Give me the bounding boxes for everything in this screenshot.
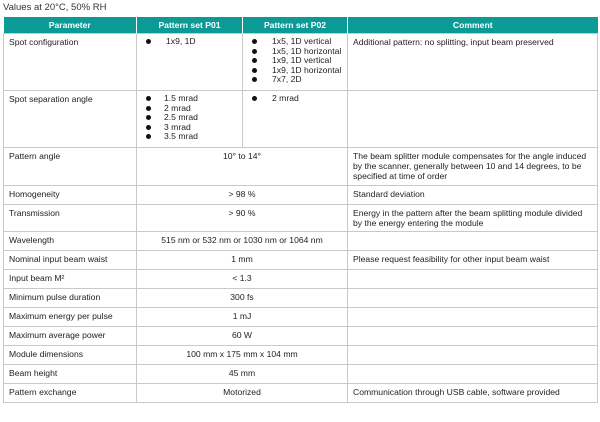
specifications-table bbox=[3, 17, 598, 403]
list-item: 1x5, 1D vertical bbox=[248, 37, 342, 47]
value-cell: 10° to 14° bbox=[137, 148, 348, 186]
row-label: Input beam M² bbox=[4, 270, 137, 289]
row-input-beam-m2 bbox=[4, 270, 598, 289]
table-caption: Values at 20°C, 50% RH bbox=[3, 2, 107, 13]
value-cell: 100 mm x 175 mm x 104 mm bbox=[137, 346, 348, 365]
row-label: Wavelength bbox=[4, 232, 137, 251]
comment-cell bbox=[348, 91, 598, 148]
list-item: 2 mrad bbox=[248, 94, 342, 104]
comment-cell bbox=[348, 232, 598, 251]
list-item: 7x7, 2D bbox=[248, 75, 342, 85]
row-wavelength bbox=[4, 232, 598, 251]
row-label: Minimum pulse duration bbox=[4, 289, 137, 308]
value-cell: 45 mm bbox=[137, 365, 348, 384]
row-maximum-energy-per-pulse bbox=[4, 308, 598, 327]
row-label: Spot configuration bbox=[4, 34, 137, 91]
header-row bbox=[4, 17, 598, 34]
p02-cell bbox=[243, 34, 348, 91]
value-cell: > 98 % bbox=[137, 186, 348, 205]
row-transmission bbox=[4, 205, 598, 232]
value-cell: > 90 % bbox=[137, 205, 348, 232]
row-beam-height bbox=[4, 365, 598, 384]
comment-cell: Standard deviation bbox=[348, 186, 598, 205]
comment-cell bbox=[348, 308, 598, 327]
list-item: 1.5 mrad bbox=[142, 94, 237, 104]
p01-list bbox=[142, 37, 237, 47]
row-spot-configuration bbox=[4, 34, 598, 91]
row-homogeneity bbox=[4, 186, 598, 205]
comment-cell bbox=[348, 346, 598, 365]
header-parameter: Parameter bbox=[4, 17, 137, 34]
row-label: Module dimensions bbox=[4, 346, 137, 365]
list-item: 1x9, 1D horizontal bbox=[248, 66, 342, 76]
row-nominal-input-beam-waist bbox=[4, 251, 598, 270]
row-maximum-average-power bbox=[4, 327, 598, 346]
value-cell: < 1.3 bbox=[137, 270, 348, 289]
p02-cell bbox=[243, 91, 348, 148]
comment-cell bbox=[348, 365, 598, 384]
value-cell: 60 W bbox=[137, 327, 348, 346]
row-spot-separation-angle bbox=[4, 91, 598, 148]
list-item: 1x9, 1D vertical bbox=[248, 56, 342, 66]
list-item: 1x9, 1D bbox=[142, 37, 237, 47]
row-label: Homogeneity bbox=[4, 186, 137, 205]
header-pattern-set-p01: Pattern set P01 bbox=[137, 17, 243, 34]
comment-cell: Additional pattern: no splitting, input beam preserved bbox=[348, 34, 598, 91]
comment-cell: Please request feasibility for other input beam waist bbox=[348, 251, 598, 270]
row-pattern-exchange bbox=[4, 384, 598, 403]
row-label: Spot separation angle bbox=[4, 91, 137, 148]
p01-list bbox=[142, 94, 237, 142]
row-label: Pattern angle bbox=[4, 148, 137, 186]
list-item: 1x5, 1D horizontal bbox=[248, 47, 342, 57]
p01-cell bbox=[137, 34, 243, 91]
list-item: 2 mrad bbox=[142, 104, 237, 114]
row-label: Transmission bbox=[4, 205, 137, 232]
comment-cell bbox=[348, 289, 598, 308]
comment-cell: Energy in the pattern after the beam splitting module divided by the energy entering the module bbox=[348, 205, 598, 232]
value-cell: 300 fs bbox=[137, 289, 348, 308]
row-pattern-angle bbox=[4, 148, 598, 186]
comment-cell: Communication through USB cable, software provided bbox=[348, 384, 598, 403]
comment-cell bbox=[348, 327, 598, 346]
value-cell: 1 mm bbox=[137, 251, 348, 270]
row-module-dimensions bbox=[4, 346, 598, 365]
value-cell: 1 mJ bbox=[137, 308, 348, 327]
comment-cell: The beam splitter module compensates for the angle induced by the scanner, generally between 10 and 14 degrees, to be specified at time of order bbox=[348, 148, 598, 186]
p02-list bbox=[248, 94, 342, 104]
value-cell: Motorized bbox=[137, 384, 348, 403]
p02-list bbox=[248, 37, 342, 85]
row-label: Maximum energy per pulse bbox=[4, 308, 137, 327]
row-label: Nominal input beam waist bbox=[4, 251, 137, 270]
row-label: Beam height bbox=[4, 365, 137, 384]
value-cell: 515 nm or 532 nm or 1030 nm or 1064 nm bbox=[137, 232, 348, 251]
list-item: 3.5 mrad bbox=[142, 132, 237, 142]
list-item: 3 mrad bbox=[142, 123, 237, 133]
row-label: Pattern exchange bbox=[4, 384, 137, 403]
row-label: Maximum average power bbox=[4, 327, 137, 346]
list-item: 2.5 mrad bbox=[142, 113, 237, 123]
header-comment: Comment bbox=[348, 17, 598, 34]
row-minimum-pulse-duration bbox=[4, 289, 598, 308]
header-pattern-set-p02: Pattern set P02 bbox=[243, 17, 348, 34]
comment-cell bbox=[348, 270, 598, 289]
p01-cell bbox=[137, 91, 243, 148]
